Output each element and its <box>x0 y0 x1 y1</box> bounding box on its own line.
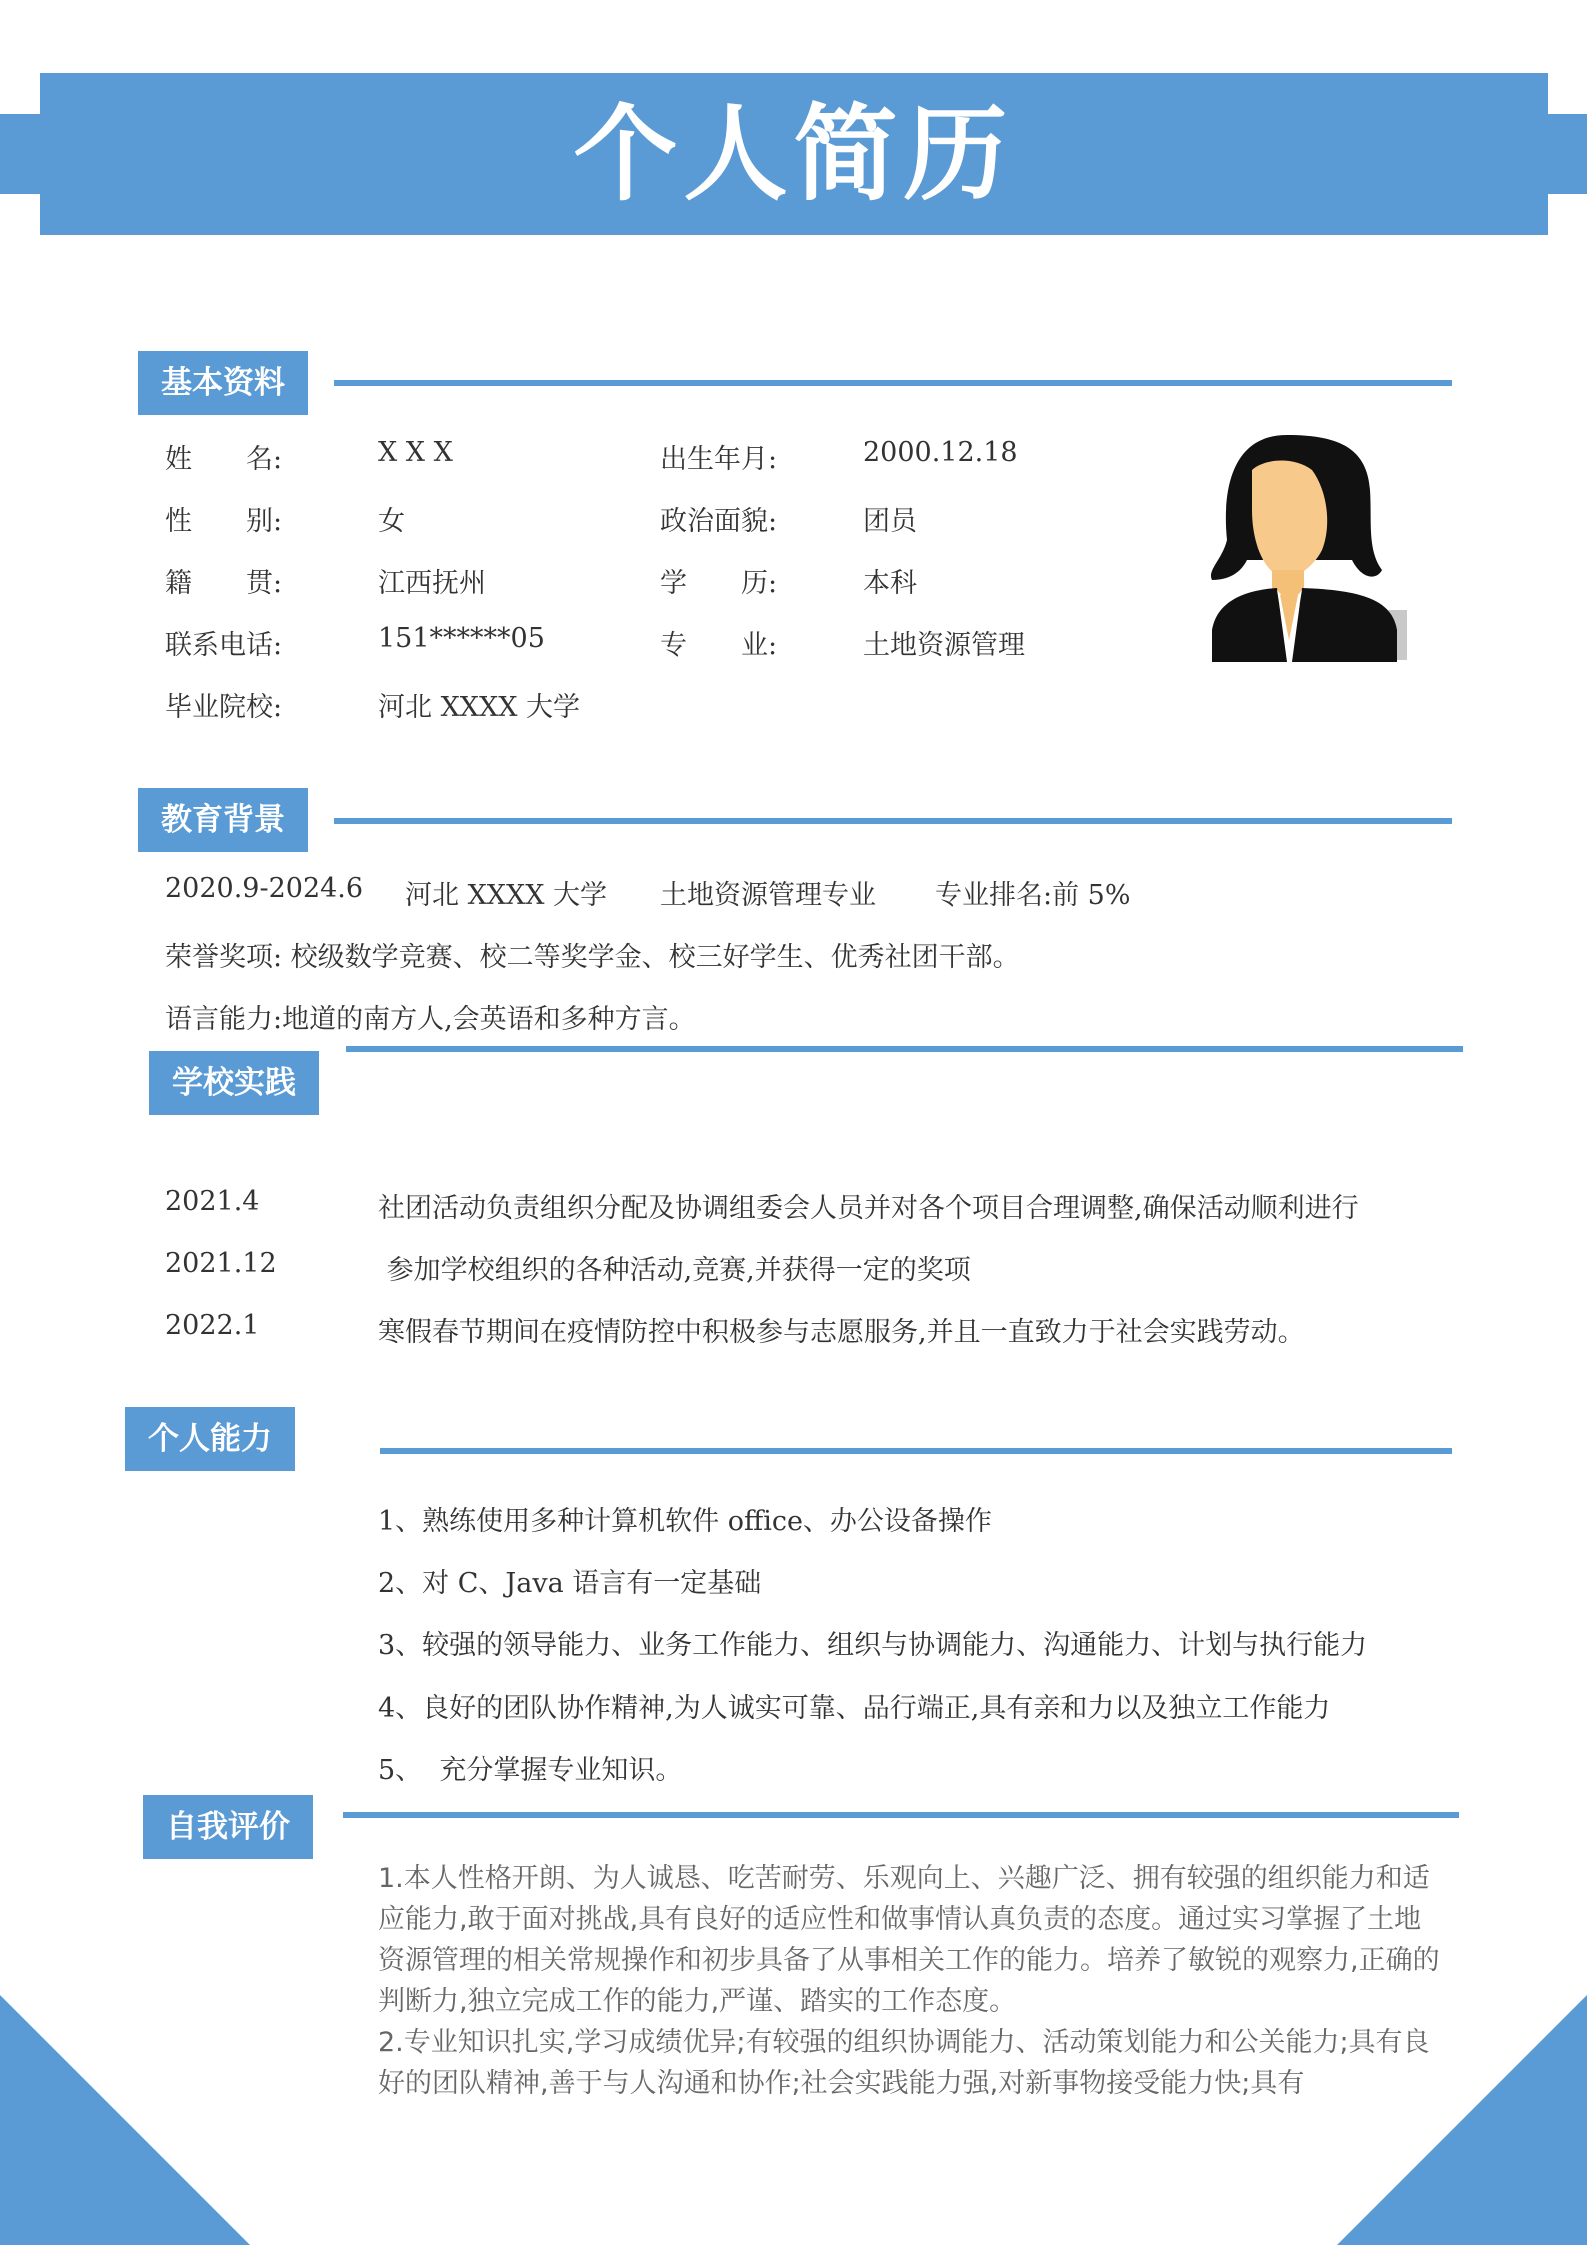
origin-value: 江西抚州 <box>378 568 486 599</box>
practice-desc-3: 寒假春节期间在疫情防控中积极参与志愿服务,并且一直致力于社会实践劳动。 <box>378 1317 1305 1348</box>
birth-value: 2000.12.18 <box>863 437 1018 468</box>
edu-honors: 荣誉奖项: 校级数学竞赛、校二等奖学金、校三好学生、优秀社团干部。 <box>165 942 1020 973</box>
practice-date-1: 2021.4 <box>165 1186 260 1217</box>
section-ability-line <box>380 1448 1452 1454</box>
ability-item-3: 3、较强的领导能力、业务工作能力、组织与协调能力、沟通能力、计划与执行能力 <box>378 1630 1368 1661</box>
edu-major: 土地资源管理专业 <box>660 880 876 911</box>
edu-language: 语言能力:地道的南方人,会英语和多种方言。 <box>165 1004 696 1035</box>
self-eval-paragraph-2: 2.专业知识扎实,学习成绩优异;有较强的组织协调能力、活动策划能力和公关能力;具有良好的团队精神,善于与人沟通和协作;社会实践能力强,对新事物接受能力快;具有 <box>378 2027 1430 2099</box>
major-value: 土地资源管理 <box>863 630 1025 661</box>
edu-school: 河北 XXXX 大学 <box>405 880 608 911</box>
ability-item-2: 2、对 C、Java 语言有一定基础 <box>378 1568 762 1599</box>
major-label: 专 业: <box>660 630 778 661</box>
section-basic-label: 基本资料 <box>138 351 308 415</box>
phone-label: 联系电话: <box>165 630 283 661</box>
section-self-eval-line <box>343 1812 1459 1818</box>
ability-item-1: 1、熟练使用多种计算机软件 office、办公设备操作 <box>378 1506 992 1537</box>
practice-desc-1: 社团活动负责组织分配及协调组委会人员并对各个项目合理调整,确保活动顺利进行 <box>378 1193 1359 1224</box>
female-avatar-icon <box>1192 430 1417 662</box>
degree-value: 本科 <box>863 568 917 599</box>
edu-rank: 专业排名:前 5% <box>935 880 1131 911</box>
practice-date-2: 2021.12 <box>165 1248 277 1279</box>
page-title: 个人简历 <box>573 93 1014 215</box>
section-self-eval-label: 自我评价 <box>143 1795 313 1859</box>
school-value: 河北 XXXX 大学 <box>378 692 581 723</box>
profile-photo <box>1192 430 1417 662</box>
ability-item-5: 5、 充分掌握专业知识。 <box>378 1755 683 1786</box>
corner-decoration-right <box>1337 1995 1587 2245</box>
politics-value: 团员 <box>863 506 917 537</box>
school-label: 毕业院校: <box>165 692 283 723</box>
phone-value: 151******05 <box>378 623 545 654</box>
edu-period: 2020.9-2024.6 <box>165 873 364 904</box>
section-basic-line <box>334 380 1452 386</box>
practice-date-3: 2022.1 <box>165 1310 260 1341</box>
name-label: 姓 名: <box>165 444 283 475</box>
politics-label: 政治面貌: <box>660 506 778 537</box>
section-ability-label: 个人能力 <box>125 1407 295 1471</box>
section-education-line <box>334 818 1452 824</box>
corner-decoration-left <box>0 1995 250 2245</box>
gender-label: 性 别: <box>165 506 283 537</box>
name-value: X X X <box>378 437 453 468</box>
ability-item-4: 4、良好的团队协作精神,为人诚实可靠、品行端正,具有亲和力以及独立工作能力 <box>378 1693 1331 1724</box>
gender-value: 女 <box>378 506 405 537</box>
degree-label: 学 历: <box>660 568 778 599</box>
self-eval-paragraph-1: 1.本人性格开朗、为人诚恳、吃苦耐劳、乐观向上、兴趣广泛、拥有较强的组织能力和适应能力,敢于面对挑战,具有良好的适应性和做事情认真负责的态度。通过实习掌握了土地资源管理的相关常规操作和初步具备了从事相关工作的能力。培养了敏锐的观察力,正确的判断力,独立完成工作的能力,严谨、踏实的工作态度。 <box>378 1863 1440 2017</box>
section-practice-label: 学校实践 <box>149 1051 319 1115</box>
origin-label: 籍 贯: <box>165 568 283 599</box>
section-practice-line <box>346 1046 1463 1052</box>
birth-label: 出生年月: <box>660 444 778 475</box>
practice-desc-2: 参加学校组织的各种活动,竞赛,并获得一定的奖项 <box>378 1255 971 1286</box>
section-education-label: 教育背景 <box>138 788 308 852</box>
